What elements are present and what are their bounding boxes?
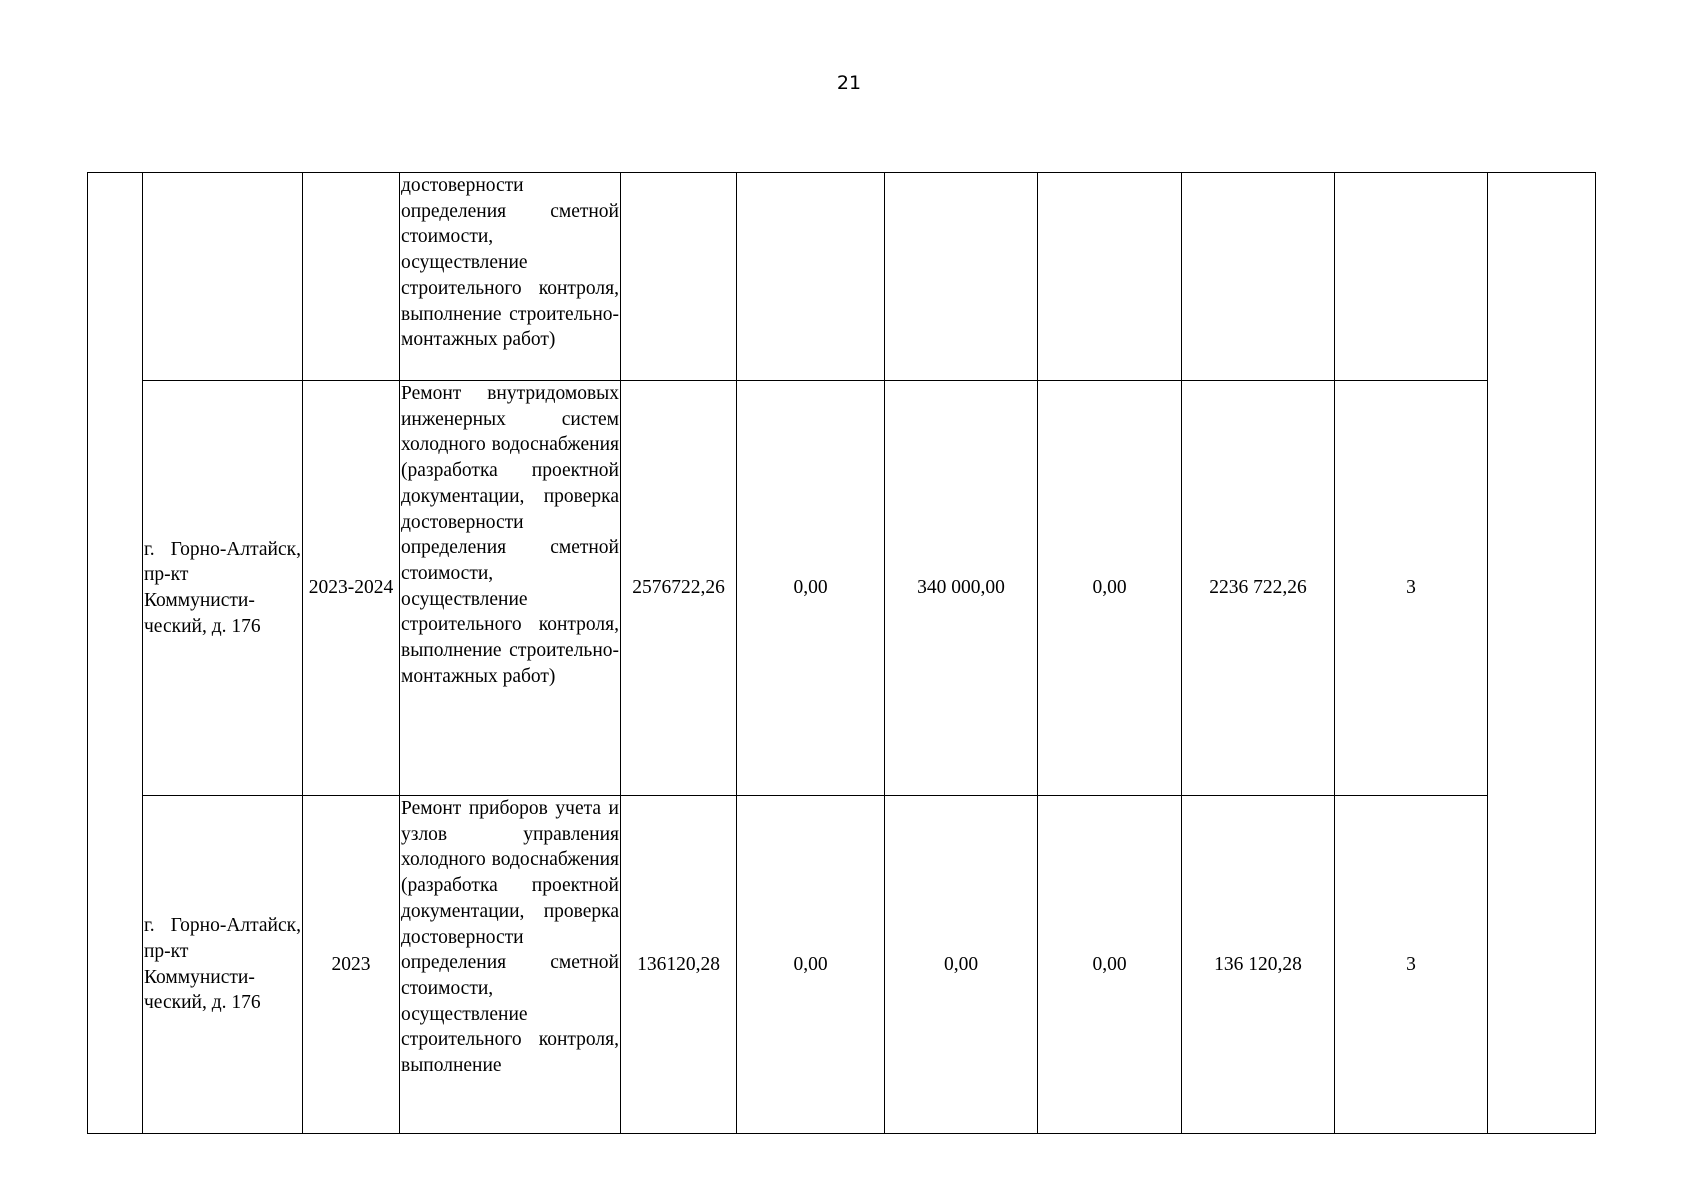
years-cell [303, 173, 400, 381]
funds-a-cell: 0,00 [737, 796, 885, 1134]
priority-cell [1335, 173, 1488, 381]
funds-b-cell: 340 000,00 [885, 381, 1038, 796]
table-row [88, 381, 1596, 796]
table-row [88, 173, 1596, 381]
funds-a-cell [737, 173, 885, 381]
total-cost-cell: 2576722,26 [621, 381, 737, 796]
funds-d-cell [1182, 173, 1335, 381]
total-cost-cell: 136120,28 [621, 796, 737, 1134]
address-cell [143, 173, 303, 381]
description-cell: Ремонт приборов учета и узлов управления холодного водоснабжения (разработка проектной документации, проверка достоверности определения сметной стоимости, осуществление строительного контроля, выполнение [400, 796, 621, 1134]
funds-d-cell: 136 120,28 [1182, 796, 1335, 1134]
funds-a-cell: 0,00 [737, 381, 885, 796]
description-cell: Ремонт внутридомовых инженерных систем холодного водоснабжения (разработка проектной документации, проверка достоверности определения сметной стоимости, осуществление строительного контроля, выполнение строительно-монтажных работ) [400, 381, 621, 796]
years-cell: 2023 [303, 796, 400, 1134]
funds-c-cell: 0,00 [1038, 381, 1182, 796]
priority-cell: 3 [1335, 381, 1488, 796]
funds-c-cell [1038, 173, 1182, 381]
funds-c-cell: 0,00 [1038, 796, 1182, 1134]
priority-cell: 3 [1335, 796, 1488, 1134]
address-cell: г. Горно-Алтайск, пр-кт Коммунисти-ческий, д. 176 [143, 796, 303, 1134]
description-cell: достоверности определения сметной стоимости, осуществление строительного контроля, выполнение строительно-монтажных работ) [400, 173, 621, 381]
address-cell: г. Горно-Алтайск, пр-кт Коммунисти-ческий, д. 176 [143, 381, 303, 796]
funds-b-cell: 0,00 [885, 796, 1038, 1134]
notes-cell [1488, 173, 1596, 1134]
years-cell: 2023-2024 [303, 381, 400, 796]
index-cell [88, 173, 143, 1134]
page-number: 21 [836, 72, 862, 94]
work-plan-table [87, 172, 1596, 1134]
funds-b-cell [885, 173, 1038, 381]
table-row [88, 796, 1596, 1134]
funds-d-cell: 2236 722,26 [1182, 381, 1335, 796]
total-cost-cell [621, 173, 737, 381]
